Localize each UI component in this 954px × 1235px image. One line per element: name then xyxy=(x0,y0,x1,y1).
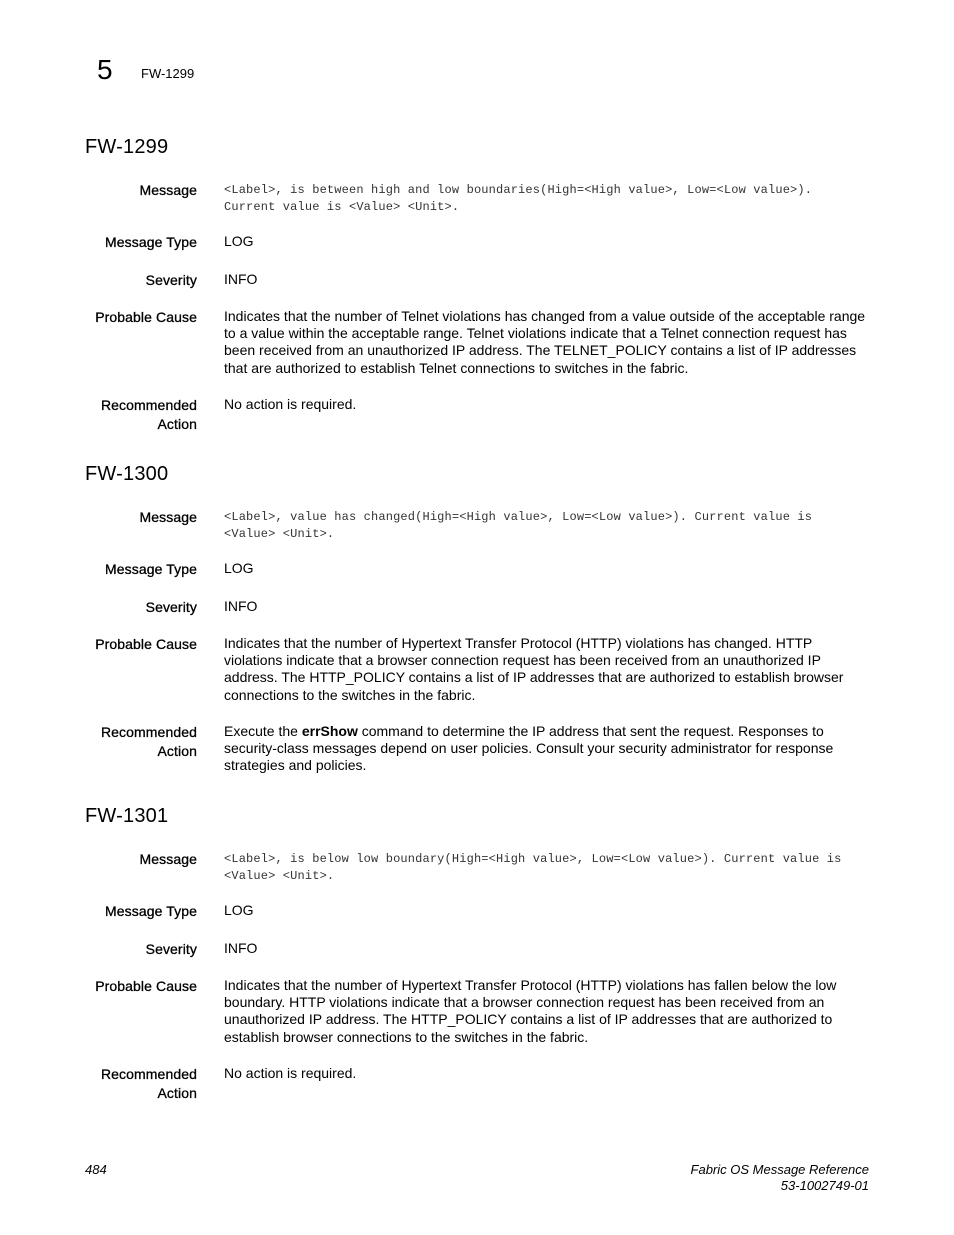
chapter-number: 5 xyxy=(97,54,113,85)
footer-doc-info xyxy=(691,1162,869,1193)
probable-cause-text: Indicates that the number of Hypertext Transfer Protocol (HTTP) violations has changed. HTTP violations indicate that a browser connection request has been received from an unauthorized IP address. The HTTP_POLICY contains a list of IP addresses that are authorized to establish browser connections to the switches in the fabric. xyxy=(224,635,844,703)
recommended-action-post: command to determine the IP address that sent the request. Responses to security-class messages depend on user policies. Consult your security administrator for response strategies and policies. xyxy=(224,723,834,774)
recommended-action-label xyxy=(101,396,197,434)
message-label: Message xyxy=(139,851,197,867)
section-title: FW-1299 xyxy=(85,136,169,158)
recommended-label-line2: Action xyxy=(157,743,197,759)
command-errshow: errShow xyxy=(301,723,358,739)
probable-cause-label: Probable Cause xyxy=(95,636,197,652)
message-type-label: Message Type xyxy=(105,903,197,919)
message-text: <Label>, is below low boundary(High=<High value>, Low=<Low value>). Current value is <Value> <Unit>. xyxy=(224,852,842,883)
probable-cause-text: Indicates that the number of Telnet violations has changed from a value outside of the acceptable range to a value within the acceptable range. Telnet violations indicate that a Telnet connection request has been received from an unauthorized IP address. The TELNET_POLICY contains a list of IP addresses that are authorized to establish Telnet connections to switches in the fabric. xyxy=(224,308,866,376)
recommended-action-label xyxy=(101,1065,197,1103)
severity-label: Severity xyxy=(145,599,197,615)
recommended-action-text xyxy=(224,723,869,775)
section-title: FW-1300 xyxy=(85,463,169,485)
severity-label: Severity xyxy=(145,941,197,957)
recommended-label-line1: Recommended xyxy=(100,1066,197,1082)
running-head: FW-1299 xyxy=(141,66,195,81)
message-type-label: Message Type xyxy=(105,561,197,577)
recommended-label-line2: Action xyxy=(157,416,197,432)
severity-value: INFO xyxy=(224,271,258,287)
message-type-value: LOG xyxy=(224,560,254,576)
doc-number: 53-1002749-01 xyxy=(780,1177,869,1193)
message-label: Message xyxy=(139,182,197,198)
recommended-label-line2: Action xyxy=(157,1085,197,1101)
message-label: Message xyxy=(139,509,197,525)
recommended-action-text: No action is required. xyxy=(224,396,357,412)
recommended-action-label xyxy=(101,723,197,761)
recommended-label-line1: Recommended xyxy=(100,724,197,740)
severity-label: Severity xyxy=(145,272,197,288)
recommended-action-text: No action is required. xyxy=(224,1065,357,1081)
message-type-label: Message Type xyxy=(105,234,197,250)
probable-cause-text: Indicates that the number of Hypertext Transfer Protocol (HTTP) violations has fallen below the low boundary. HTTP violations indicate that a browser connection request has been received from an unauthorized IP address. The HTTP_POLICY contains a list of IP addresses that are authorized to establish browser connections to the switches in the fabric. xyxy=(224,977,837,1045)
probable-cause-label: Probable Cause xyxy=(95,978,197,994)
recommended-action-pre: Execute the xyxy=(224,723,302,739)
page-number: 484 xyxy=(85,1162,107,1177)
recommended-label-line1: Recommended xyxy=(100,397,197,413)
severity-value: INFO xyxy=(224,940,258,956)
severity-value: INFO xyxy=(224,598,258,614)
section-title: FW-1301 xyxy=(85,805,169,827)
message-text: <Label>, is between high and low boundaries(High=<High value>, Low=<Low value>). Current value is <Value> <Unit>. xyxy=(224,183,813,214)
message-type-value: LOG xyxy=(224,233,254,249)
probable-cause-label: Probable Cause xyxy=(95,309,197,325)
doc-title: Fabric OS Message Reference xyxy=(690,1162,869,1177)
message-text: <Label>, value has changed(High=<High value>, Low=<Low value>). Current value is <Value> <Unit>. xyxy=(224,510,813,541)
message-type-value: LOG xyxy=(224,902,254,918)
